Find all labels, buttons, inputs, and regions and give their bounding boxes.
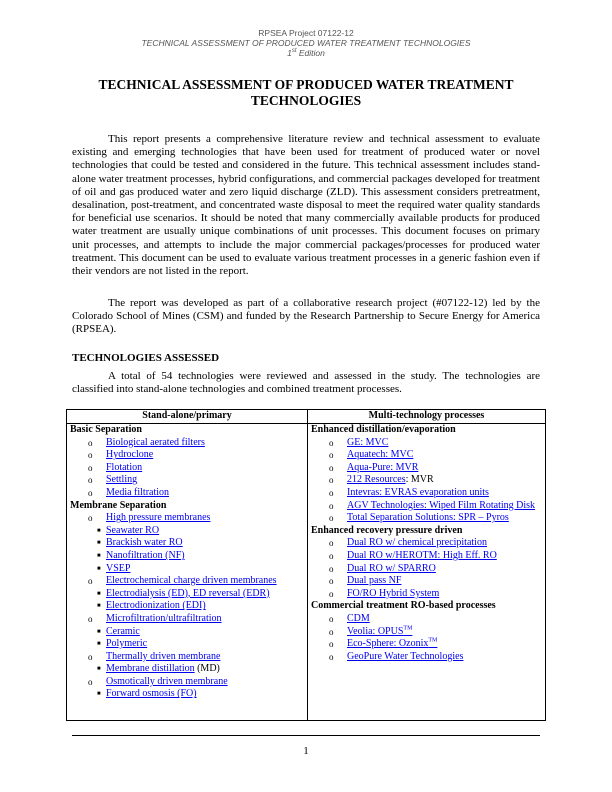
tech-link[interactable]: 212 Resources (347, 474, 406, 486)
tech-link[interactable]: Thermally driven membrane (106, 650, 221, 662)
sub-list-item (70, 588, 304, 601)
tech-link[interactable]: Microfiltration/ultrafiltration (106, 612, 222, 624)
trademark-mark: TM (403, 625, 413, 632)
tech-link[interactable]: Electrodialysis (ED), ED reversal (EDR) (106, 587, 270, 599)
circle-bullet-icon: o (88, 651, 93, 662)
tech-link[interactable]: VSEP (106, 562, 131, 574)
circle-bullet-icon: o (329, 500, 334, 511)
sub-list-item (70, 525, 304, 538)
sub-list-item (70, 550, 304, 563)
circle-bullet-icon: o (329, 475, 334, 486)
list-item (311, 638, 542, 651)
list-item (311, 437, 542, 450)
circle-bullet-icon: o (88, 576, 93, 587)
list-item (311, 563, 542, 576)
circle-bullet-icon: o (329, 626, 334, 637)
tech-link[interactable]: Eco-Sphere: Ozonix™ (347, 637, 438, 650)
circle-bullet-icon: o (329, 513, 334, 524)
sub-list-item (70, 638, 304, 651)
square-bullet-icon: ■ (97, 666, 101, 673)
tech-suffix: : MVR (405, 474, 434, 486)
technologies-table (66, 409, 546, 721)
tech-link[interactable]: Brackish water RO (106, 537, 183, 549)
circle-bullet-icon: o (329, 538, 334, 549)
section-heading: TECHNOLOGIES ASSESSED (72, 352, 220, 364)
list-item (311, 487, 542, 500)
list-item (311, 575, 542, 588)
tech-link[interactable]: Dual RO w/HEROTM: High Eff. RO (347, 549, 497, 561)
sub-list-item (70, 626, 304, 639)
tech-link[interactable]: Dual pass NF (347, 575, 402, 587)
list-item (311, 537, 542, 550)
standalone-column (67, 424, 308, 721)
running-header (0, 28, 612, 58)
list-item (311, 500, 542, 513)
list-item (311, 626, 542, 639)
square-bullet-icon: ■ (97, 540, 101, 547)
group-heading: Basic Separation (70, 424, 142, 435)
project-paragraph: The report was developed as part of a collaborative research project (#07122-12) led by the Colorado School of Mines (CSM) and funded by the Research Partnership to Secure Energy for America (RPSEA). (72, 297, 540, 336)
list-item (70, 462, 304, 475)
circle-bullet-icon: o (329, 462, 334, 473)
square-bullet-icon: ■ (97, 527, 101, 534)
circle-bullet-icon: o (329, 450, 334, 461)
square-bullet-icon: ■ (97, 691, 101, 698)
circle-bullet-icon: o (329, 613, 334, 624)
list-item (311, 474, 542, 487)
tech-link[interactable]: Intevras: EVRAS evaporation units (347, 486, 489, 498)
circle-bullet-icon: o (329, 588, 334, 599)
circle-bullet-icon: o (329, 550, 334, 561)
circle-bullet-icon: o (88, 462, 93, 473)
tech-link[interactable]: Settling (106, 474, 138, 486)
group-heading: Enhanced recovery pressure driven (311, 524, 463, 536)
page-title: TECHNICAL ASSESSMENT OF PRODUCED WATER TREATMENT TECHNOLOGIES (98, 77, 514, 108)
header-subtitle: TECHNICAL ASSESSMENT OF PRODUCED WATER TREATMENT TECHNOLOGIES (141, 38, 471, 48)
circle-bullet-icon: o (88, 487, 93, 498)
header-project: RPSEA Project 07122-12 (258, 28, 354, 38)
circle-bullet-icon: o (88, 513, 93, 524)
list-item (311, 588, 542, 601)
multi-technology-column (308, 424, 546, 721)
tech-link[interactable]: Polymeric (106, 638, 148, 650)
tech-link[interactable]: Hydroclone (106, 449, 154, 461)
table-header-standalone: Stand-alone/primary (67, 410, 308, 424)
tech-link[interactable]: Aqua-Pure: MVR (347, 461, 419, 473)
tech-link[interactable]: Dual RO w/ SPARRO (347, 562, 436, 574)
circle-bullet-icon: o (329, 576, 334, 587)
list-item (70, 613, 304, 626)
list-item (311, 449, 542, 462)
intro-paragraph: This report presents a comprehensive literature review and technical assessment to evaluate existing and emerging technologies that have been used for treatment of produced water or novel technologies that could be tested and considered in the future. This technical assessment includes stand-alone water treatment processes, hybrid configurations, and commercial packages developed for treatment of oil and gas produced water and zero liquid discharge (ZLD). This assessment considers pretreatment, desalination, post-treatment, and concentrated waste disposal to meet the required water quality standards for beneficial use scenarios. It should be noted that many commercially available products for produced water treatment are usually unique combinations of unit processes. This document focuses on primary unit processes, and attempts to include the major commercial packages/processes for produced water treatment. This document can be used to evaluate various treatment processes in a generic fashion even if their vendors are not listed in the report. (72, 133, 540, 278)
sub-list-item (70, 600, 304, 613)
tech-link[interactable]: Seawater RO (106, 524, 160, 536)
tech-link[interactable]: Biological aerated filters (106, 436, 205, 448)
list-item (311, 651, 542, 664)
list-item (70, 474, 304, 487)
square-bullet-icon: ■ (97, 590, 101, 597)
circle-bullet-icon: o (329, 487, 334, 498)
sub-list-item (70, 563, 304, 576)
tech-link[interactable]: Osmotically driven membrane (106, 675, 228, 687)
circle-bullet-icon: o (88, 613, 93, 624)
page-number: 1 (303, 745, 309, 757)
group-heading: Enhanced distillation/evaporation (311, 424, 456, 435)
tech-link[interactable]: CDM (347, 612, 370, 624)
square-bullet-icon: ■ (97, 552, 101, 559)
tech-link[interactable]: High pressure membranes (106, 512, 211, 524)
circle-bullet-icon: o (329, 437, 334, 448)
tech-link[interactable]: Nanofiltration (NF) (106, 549, 185, 561)
list-item (70, 449, 304, 462)
list-item (70, 575, 304, 588)
tech-link[interactable]: GE: MVC (347, 436, 389, 448)
list-item (70, 437, 304, 450)
list-item (311, 512, 542, 525)
assessment-paragraph: A total of 54 technologies were reviewed and assessed in the study. The technologies are classified into stand-alone technologies and combined treatment processes. (72, 370, 540, 396)
square-bullet-icon: ■ (97, 565, 101, 572)
list-item (70, 651, 304, 664)
table-header-multi: Multi-technology processes (308, 410, 546, 424)
list-item (70, 512, 304, 525)
sub-list-item (70, 688, 304, 701)
list-item (70, 487, 304, 500)
tech-link[interactable]: Media filtration (106, 486, 170, 498)
list-item (311, 550, 542, 563)
circle-bullet-icon: o (88, 437, 93, 448)
circle-bullet-icon: o (329, 639, 334, 650)
sub-list-item (70, 537, 304, 550)
circle-bullet-icon: o (329, 651, 334, 662)
trademark-mark: TM (428, 637, 438, 644)
tech-link[interactable]: Electrochemical charge driven membranes (106, 575, 277, 587)
footer-rule (72, 735, 540, 736)
group-heading: Commercial treatment RO-based processes (311, 600, 496, 612)
square-bullet-icon: ■ (97, 641, 101, 648)
list-item (70, 676, 304, 689)
header-edition: 1st Edition (287, 48, 325, 58)
square-bullet-icon: ■ (97, 628, 101, 635)
sub-list-item (70, 663, 304, 676)
square-bullet-icon: ■ (97, 603, 101, 610)
tech-link[interactable]: Ceramic (106, 625, 140, 637)
circle-bullet-icon: o (329, 563, 334, 574)
tech-link[interactable]: Flotation (106, 461, 143, 473)
circle-bullet-icon: o (88, 676, 93, 687)
tech-link[interactable]: Electrodionization (EDI) (106, 600, 206, 612)
tech-link[interactable]: Membrane distillation (106, 663, 195, 675)
tech-link[interactable]: GeoPure Water Technologies (347, 650, 464, 662)
group-heading: Membrane Separation (70, 499, 167, 511)
tech-link[interactable]: Veolia: OPUS™ (347, 625, 413, 637)
tech-link[interactable]: Aquatech: MVC (347, 449, 414, 461)
circle-bullet-icon: o (88, 450, 93, 461)
tech-suffix: (MD) (194, 663, 220, 675)
tech-link[interactable]: AGV Technologies: Wiped Film Rotating Disk (347, 499, 536, 511)
list-item (311, 613, 542, 626)
tech-link[interactable]: FO/RO Hybrid System (347, 587, 440, 599)
circle-bullet-icon: o (88, 475, 93, 486)
tech-link[interactable]: Total Separation Solutions: SPR – Pyros (347, 512, 509, 524)
tech-link[interactable]: Dual RO w/ chemical precipitation (347, 537, 487, 549)
list-item (311, 462, 542, 475)
tech-link[interactable]: Forward osmosis (FO) (106, 688, 197, 700)
